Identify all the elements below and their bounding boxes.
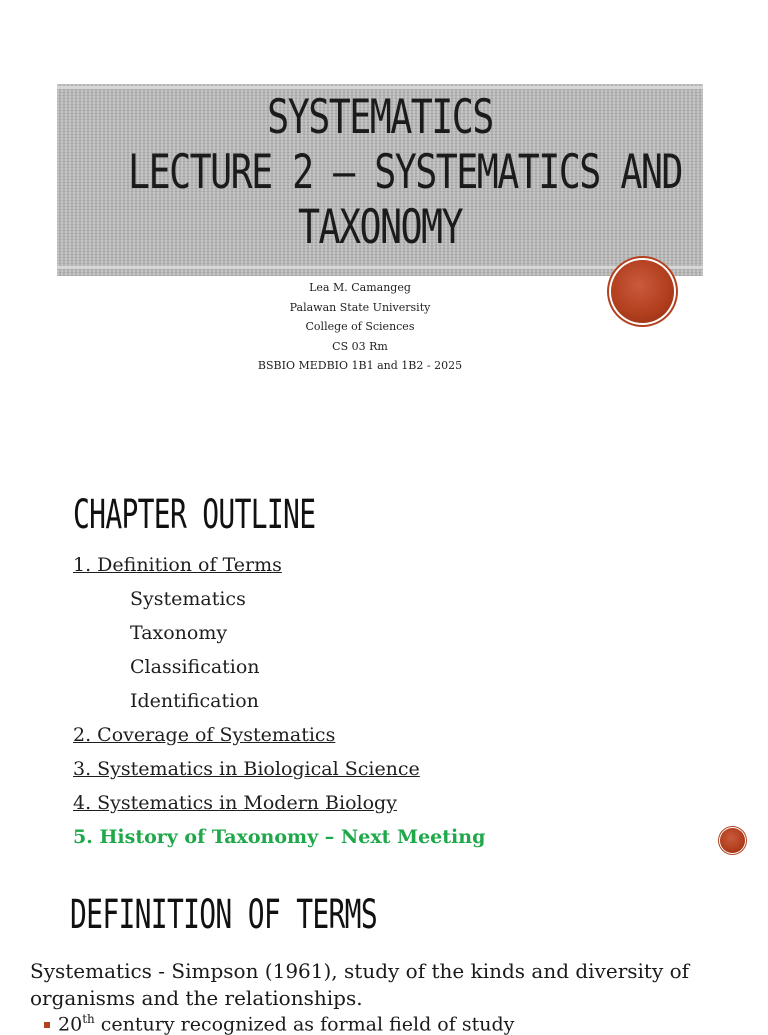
decorative-circle-icon: [611, 260, 674, 323]
outline-list: [73, 548, 485, 854]
definition-heading: DEFINITION OF TERMS: [70, 892, 377, 938]
definition-slide: [0, 874, 768, 1035]
class-label: BSBIO MEDBIO 1B1 and 1B2 - 2025: [257, 359, 463, 373]
outline-subitem: Taxonomy: [130, 622, 228, 644]
band-divider-bottom: [57, 266, 703, 269]
author-name: Lea M. Camangeg: [309, 281, 411, 294]
bullet-prefix: 20: [58, 1013, 83, 1035]
outline-heading: CHAPTER OUTLINE: [73, 492, 316, 538]
title-line-1: SYSTEMATICS: [267, 90, 493, 145]
outline-item: 3. Systematics in Biological Science: [73, 758, 420, 780]
definition-bullet: [44, 1012, 514, 1035]
outline-item: 2. Coverage of Systematics: [73, 724, 336, 746]
bullet-superscript: th: [82, 1012, 95, 1026]
title-slide: [0, 0, 768, 440]
title-line-2: LECTURE 2 – SYSTEMATICS AND: [128, 145, 682, 200]
slide-subtitle: [160, 278, 560, 376]
definition-text: Systematics - Simpson (1961), study of the kinds and diversity of organisms and the relationships.: [30, 959, 690, 1010]
outline-slide: [0, 452, 768, 862]
outline-subitem: Classification: [130, 656, 260, 678]
decorative-circle-icon: [720, 828, 745, 853]
title-band: [57, 84, 703, 276]
outline-subitem: Identification: [130, 690, 259, 712]
slide-title: [128, 90, 682, 255]
outline-item-next-meeting: 5. History of Taxonomy – Next Meeting: [73, 826, 486, 848]
bullet-icon: [44, 1022, 50, 1028]
title-line-3: TAXONOMY: [297, 200, 463, 255]
room-label: CS 03 Rm: [332, 339, 388, 353]
outline-item: 1. Definition of Terms: [73, 554, 282, 576]
band-divider-top: [57, 86, 703, 89]
outline-item: 4. Systematics in Modern Biology: [73, 792, 397, 814]
university-name: Palawan State University: [289, 300, 431, 314]
bullet-text: century recognized as formal field of study: [94, 1013, 515, 1035]
college-name: College of Sciences: [305, 320, 415, 334]
outline-subitem: Systematics: [130, 588, 246, 610]
